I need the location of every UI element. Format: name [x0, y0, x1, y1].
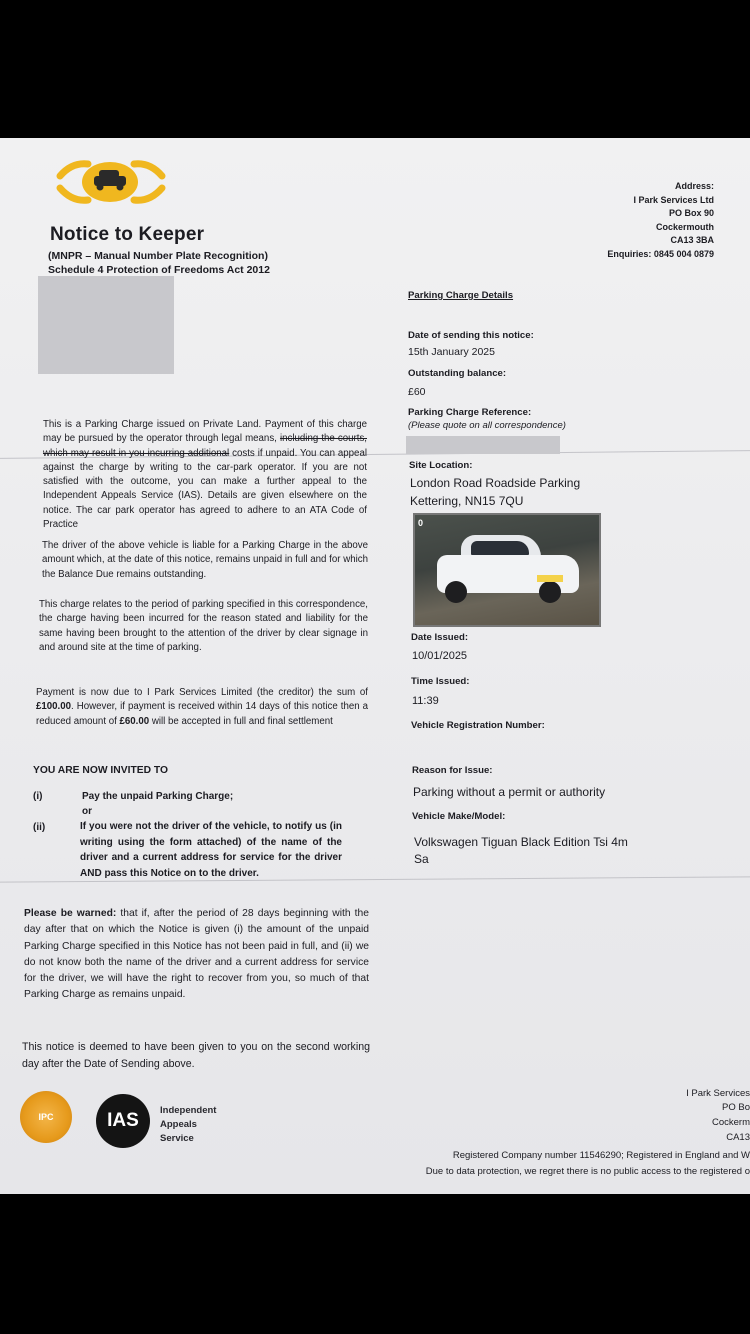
paragraph-payment: [36, 686, 368, 729]
paragraph-text: Payment is now due to I Park Services Limited (the creditor) the sum of: [36, 687, 368, 698]
site-line-2: Kettering, NN15 7QU: [410, 494, 524, 508]
paragraph-appeal: [43, 418, 367, 532]
paragraph-text: will be accepted in full and final settlement: [151, 715, 333, 727]
site-line-1: London Road Roadside Parking: [410, 476, 581, 490]
address-line: I Park Services Ltd: [633, 194, 714, 205]
reduced-amount: £60.00: [119, 715, 150, 727]
paragraph-liability: The driver of the above vehicle is liable for a Parking Charge in the above amount which, at the date of this notice, remains unpaid in full and for which the Balance Due remains outstanding.: [42, 540, 368, 580]
paragraph-warning: [24, 906, 369, 1004]
option-2-number: (ii): [33, 822, 46, 833]
make-label: Vehicle Make/Model:: [412, 811, 506, 822]
paragraph-period: This charge relates to the period of parking specified in this correspondence, the charge having been incurred for the reason stated and liability for the same having been brought to the attention of the driver by clear signage in and around site at the time of parking.: [39, 599, 368, 653]
vehicle-photo: [413, 513, 601, 627]
operator-address: [607, 180, 714, 261]
full-amount: £100.00: [36, 701, 72, 713]
ipc-logo-icon: IPC: [20, 1091, 72, 1143]
vrn-label: Vehicle Registration Number:: [411, 720, 545, 731]
address-line: PO Box 90: [668, 208, 714, 218]
ias-name: [160, 1104, 216, 1146]
make-line-2: Sa: [414, 852, 429, 866]
car-window: [471, 541, 529, 555]
ias-name-line: Service: [160, 1133, 194, 1144]
paragraph-text: . However, if payment is received within 14 days of this notice then a reduced amount of: [36, 701, 368, 727]
footer-company: I Park Services: [686, 1088, 750, 1099]
paragraph-text: costs if unpaid. You can appeal against the charge by writing to the car-park operator. If you are not satisfied with the outcome, you can make a further appeal to the Independent Appeals Service (IAS). Details are given elsewhere on the notice. The car park operator has agreed to adhere to an ATA Code of Practice: [43, 447, 367, 531]
date-sending-label: Date of sending this notice:: [408, 330, 534, 341]
footer-pobox: PO Bo: [722, 1102, 750, 1113]
subtitle-mnpr: (MNPR – Manual Number Plate Recognition): [48, 250, 268, 262]
invite-heading: YOU ARE NOW INVITED TO: [33, 765, 169, 776]
car-wheel-icon: [539, 581, 561, 603]
option-2-text: If you were not the driver of the vehicle, to notify us (in writing using the form attached) of the name of the driver and a current address for service for the driver AND pass this Notice on to the driver.: [80, 821, 342, 879]
footer-postcode: CA13: [726, 1132, 750, 1143]
date-issued-label: Date Issued:: [411, 632, 469, 643]
time-issued-label: Time Issued:: [411, 676, 470, 687]
reference-note: (Please quote on all correspondence): [408, 420, 566, 431]
paragraph-text: This is a Parking Charge issued on Private Land. Payment of this charge may be pursued by the operator through legal means,: [43, 419, 367, 445]
balance-value: £60: [408, 386, 426, 398]
address-line: CA13 3BA: [670, 235, 714, 245]
make-line-1: Volkswagen Tiguan Black Edition Tsi 4m: [414, 835, 628, 849]
site-label: Site Location:: [409, 460, 473, 471]
page-title: Notice to Keeper: [50, 224, 205, 245]
footer-town: Cockerm: [711, 1117, 750, 1128]
balance-label: Outstanding balance:: [408, 368, 507, 379]
warning-label: Please be warned:: [24, 908, 117, 919]
redacted-keeper-address: [38, 276, 174, 374]
subtitle-act: Schedule 4 Protection of Freedoms Act 2012: [48, 264, 270, 276]
ias-logo-icon: IAS: [96, 1094, 150, 1148]
number-plate: [537, 575, 563, 582]
ias-name-line: Independent: [160, 1105, 217, 1116]
footer-registration: Registered Company number 11546290; Registered in England and W: [452, 1150, 750, 1161]
enquiries-number: Enquiries: 0845 004 0879: [607, 248, 714, 259]
car-wheel-icon: [445, 581, 467, 603]
struck-text: including the courts, which may result in you incurring additional: [43, 433, 367, 459]
date-issued-value: 10/01/2025: [412, 650, 468, 662]
reason-label: Reason for Issue:: [412, 765, 493, 776]
reference-label: Parking Charge Reference:: [408, 407, 532, 418]
details-heading: Parking Charge Details: [408, 290, 514, 301]
date-sending-value: 15th January 2025: [408, 346, 495, 358]
notice-document: [0, 138, 750, 1194]
redacted-reference: [406, 436, 560, 454]
option-1-text: Pay the unpaid Parking Charge;: [82, 791, 234, 802]
address-line: Cockermouth: [655, 221, 714, 232]
footer-data-protection: Due to data protection, we regret there is no public access to the registered o: [425, 1166, 750, 1177]
operator-logo-icon: [54, 154, 168, 210]
paragraph-deemed: This notice is deemed to have been given to you on the second working day after the Date of Sending above.: [22, 1041, 370, 1070]
photo-stamp: 0: [418, 518, 424, 528]
or-text: or: [82, 806, 92, 817]
reason-value: Parking without a permit or authority: [413, 785, 606, 799]
paragraph-text: that if, after the period of 28 days beginning with the day after that on which the Notice is given (i) the amount of the unpaid Parking Charge specified in this Notice has not been paid in full, and (ii) we do not know both the name of the driver and a current address for service for the driver, we will have the right to recover from you, so much of that Parking Charge as remains unpaid.: [24, 908, 369, 1001]
time-issued-value: 11:39: [412, 695, 439, 707]
ias-name-line: Appeals: [160, 1119, 197, 1130]
address-label: Address:: [674, 181, 714, 191]
option-1-number: (i): [33, 791, 43, 802]
